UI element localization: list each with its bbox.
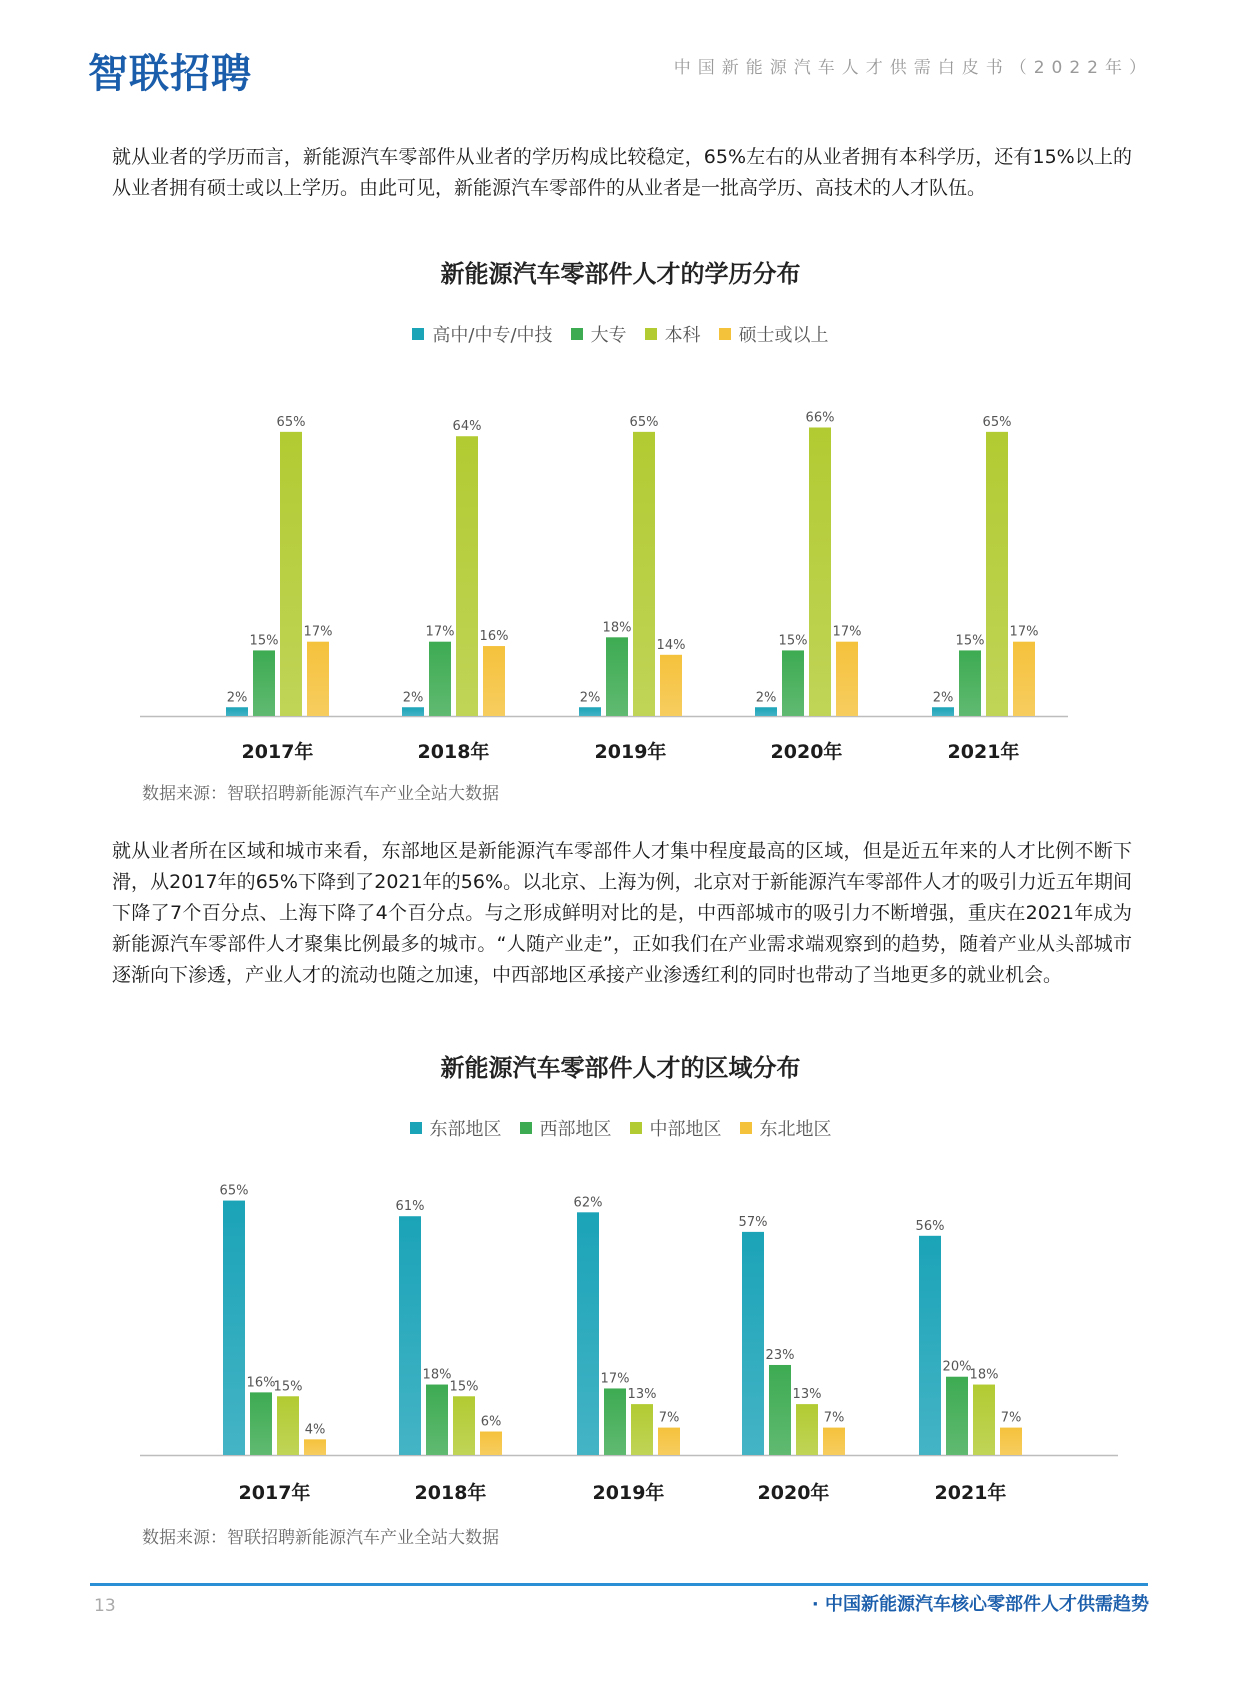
legend-item xyxy=(412,324,552,348)
paragraph-region: 就从业者所在区域和城市来看，东部地区是新能源汽车零部件人才集中程度最高的区域，但是近五年来的人才比例不断下滑，从2017年的65%下降到了2021年的56%。以北京、上海为例，北京对于新能源汽车零部件人才的吸引力近五年期间下降了7个百分点、上海下降了4个百分点。与之形成鲜明对比的是，中西部城市的吸引力不断增强，重庆在2021年成为新能源汽车零部件人才聚集比例最多的城市。“人随产业走”，正如我们在产业需求端观察到的趋势，随着产业从头部城市逐渐向下渗透，产业人才的流动也随之加速，中西部地区承接产业渗透红利的同时也带动了当地更多的就业机会。 xyxy=(112,840,1132,986)
data-label: 17% xyxy=(600,1371,630,1387)
legend-item xyxy=(740,1118,832,1142)
data-label: 4% xyxy=(304,1422,326,1438)
bar xyxy=(456,436,478,716)
bar xyxy=(604,1388,626,1455)
bar xyxy=(919,1236,941,1455)
data-label: 17% xyxy=(425,624,455,640)
data-label: 65% xyxy=(982,414,1012,430)
category-label: 2019年 xyxy=(594,741,667,763)
legend-label: 中部地区 xyxy=(649,1119,722,1140)
legend-label: 高中/中专/中技 xyxy=(432,325,553,346)
data-label: 2% xyxy=(579,690,601,706)
bar xyxy=(796,1404,818,1455)
footer-divider xyxy=(90,1583,1148,1586)
legend-item xyxy=(410,1118,502,1142)
bar xyxy=(660,655,682,716)
data-label: 18% xyxy=(422,1367,452,1383)
data-label: 15% xyxy=(273,1379,303,1395)
data-label: 15% xyxy=(449,1379,479,1395)
data-label: 2% xyxy=(932,690,954,706)
data-label: 20% xyxy=(942,1359,972,1375)
bar xyxy=(932,707,954,716)
legend-swatch xyxy=(571,328,583,340)
legend-swatch xyxy=(630,1122,642,1134)
chart-education xyxy=(0,380,1241,770)
category-label: 2017年 xyxy=(241,741,314,763)
data-label: 2% xyxy=(755,690,777,706)
data-label: 7% xyxy=(823,1410,845,1426)
data-label: 15% xyxy=(249,633,279,649)
bar xyxy=(426,1385,448,1455)
bar xyxy=(577,1212,599,1455)
bar xyxy=(633,432,655,716)
bar xyxy=(277,1396,299,1455)
bar xyxy=(755,707,777,716)
legend-label: 西部地区 xyxy=(539,1119,612,1140)
data-label: 15% xyxy=(955,633,985,649)
source-note-education: 数据来源：智联招聘新能源汽车产业全站大数据 xyxy=(142,784,499,804)
paragraph-education: 就从业者的学历而言，新能源汽车零部件从业者的学历构成比较稳定，65%左右的从业者拥有本科学历，还有15%以上的从业者拥有硕士或以上学历。由此可见，新能源汽车零部件的从业者是一批高学历、高技术的人才队伍。 xyxy=(112,146,1132,199)
data-label: 2% xyxy=(226,690,248,706)
data-label: 16% xyxy=(479,629,509,645)
legend-education xyxy=(0,324,1241,348)
bar xyxy=(480,1432,502,1455)
data-label: 65% xyxy=(629,414,659,430)
legend-label: 东北地区 xyxy=(759,1119,832,1140)
legend-item xyxy=(719,324,829,348)
footer-section-title: · 中国新能源汽车核心零部件人才供需趋势 xyxy=(811,1594,1149,1615)
bar xyxy=(658,1428,680,1455)
data-label: 13% xyxy=(792,1387,822,1403)
bar xyxy=(307,642,329,716)
bar xyxy=(606,637,628,716)
category-label: 2019年 xyxy=(592,1482,665,1504)
data-label: 64% xyxy=(452,419,482,435)
bar xyxy=(973,1385,995,1455)
data-label: 62% xyxy=(573,1195,603,1211)
data-label: 17% xyxy=(1009,624,1039,640)
data-label: 57% xyxy=(738,1214,768,1230)
page-number: 13 xyxy=(94,1596,116,1616)
bar xyxy=(836,642,858,716)
bar xyxy=(429,642,451,716)
data-label: 17% xyxy=(832,624,862,640)
legend-item xyxy=(630,1118,722,1142)
bar xyxy=(631,1404,653,1455)
legend-swatch xyxy=(410,1122,422,1134)
legend-label: 硕士或以上 xyxy=(738,325,829,346)
data-label: 66% xyxy=(805,410,835,426)
data-label: 16% xyxy=(246,1375,276,1391)
data-label: 13% xyxy=(627,1387,657,1403)
category-label: 2020年 xyxy=(770,741,843,763)
bar xyxy=(402,707,424,716)
category-label: 2021年 xyxy=(947,741,1020,763)
chart-region xyxy=(0,1175,1241,1515)
category-label: 2018年 xyxy=(417,741,490,763)
source-note-region: 数据来源：智联招聘新能源汽车产业全站大数据 xyxy=(142,1528,499,1548)
category-label: 2021年 xyxy=(934,1482,1007,1504)
bar xyxy=(223,1201,245,1455)
bar xyxy=(1000,1428,1022,1455)
data-label: 18% xyxy=(602,620,632,636)
bar xyxy=(250,1392,272,1455)
bar xyxy=(959,650,981,716)
data-label: 65% xyxy=(219,1183,249,1199)
bar xyxy=(483,646,505,716)
legend-swatch xyxy=(719,328,731,340)
bar xyxy=(986,432,1008,716)
data-label: 2% xyxy=(402,690,424,706)
bar xyxy=(453,1396,475,1455)
bar xyxy=(809,427,831,716)
bar xyxy=(579,707,601,716)
bar xyxy=(253,650,275,716)
legend-label: 本科 xyxy=(664,325,701,346)
data-label: 7% xyxy=(658,1410,680,1426)
category-label: 2018年 xyxy=(414,1482,487,1504)
legend-item xyxy=(520,1118,612,1142)
bar xyxy=(280,432,302,716)
bar xyxy=(946,1377,968,1455)
bar xyxy=(742,1232,764,1455)
data-label: 61% xyxy=(395,1199,425,1215)
chart-title-region: 新能源汽车零部件人才的区域分布 xyxy=(440,1054,801,1082)
data-label: 6% xyxy=(480,1414,502,1430)
legend-swatch xyxy=(520,1122,532,1134)
data-label: 7% xyxy=(1000,1410,1022,1426)
zhaopin-logo: 智联招聘 xyxy=(88,51,252,97)
bar xyxy=(823,1428,845,1455)
data-label: 65% xyxy=(276,414,306,430)
data-label: 18% xyxy=(969,1367,999,1383)
bar xyxy=(304,1439,326,1455)
category-label: 2017年 xyxy=(238,1482,311,1504)
chart-title-education: 新能源汽车零部件人才的学历分布 xyxy=(440,260,801,288)
legend-region xyxy=(0,1118,1241,1142)
data-label: 14% xyxy=(656,637,686,653)
bar xyxy=(226,707,248,716)
data-label: 17% xyxy=(303,624,333,640)
category-label: 2020年 xyxy=(757,1482,830,1504)
data-label: 23% xyxy=(765,1347,795,1363)
bar xyxy=(399,1216,421,1455)
legend-swatch xyxy=(412,328,424,340)
legend-swatch xyxy=(740,1122,752,1134)
legend-item xyxy=(645,324,701,348)
legend-label: 大专 xyxy=(590,325,627,346)
document-title: 中国新能源汽车人才供需白皮书（2022年） xyxy=(673,58,1153,78)
bar xyxy=(769,1365,791,1455)
data-label: 15% xyxy=(778,633,808,649)
data-label: 56% xyxy=(915,1218,945,1234)
legend-item xyxy=(571,324,627,348)
legend-swatch xyxy=(645,328,657,340)
bar xyxy=(1013,642,1035,716)
legend-label: 东部地区 xyxy=(429,1119,502,1140)
bar xyxy=(782,650,804,716)
